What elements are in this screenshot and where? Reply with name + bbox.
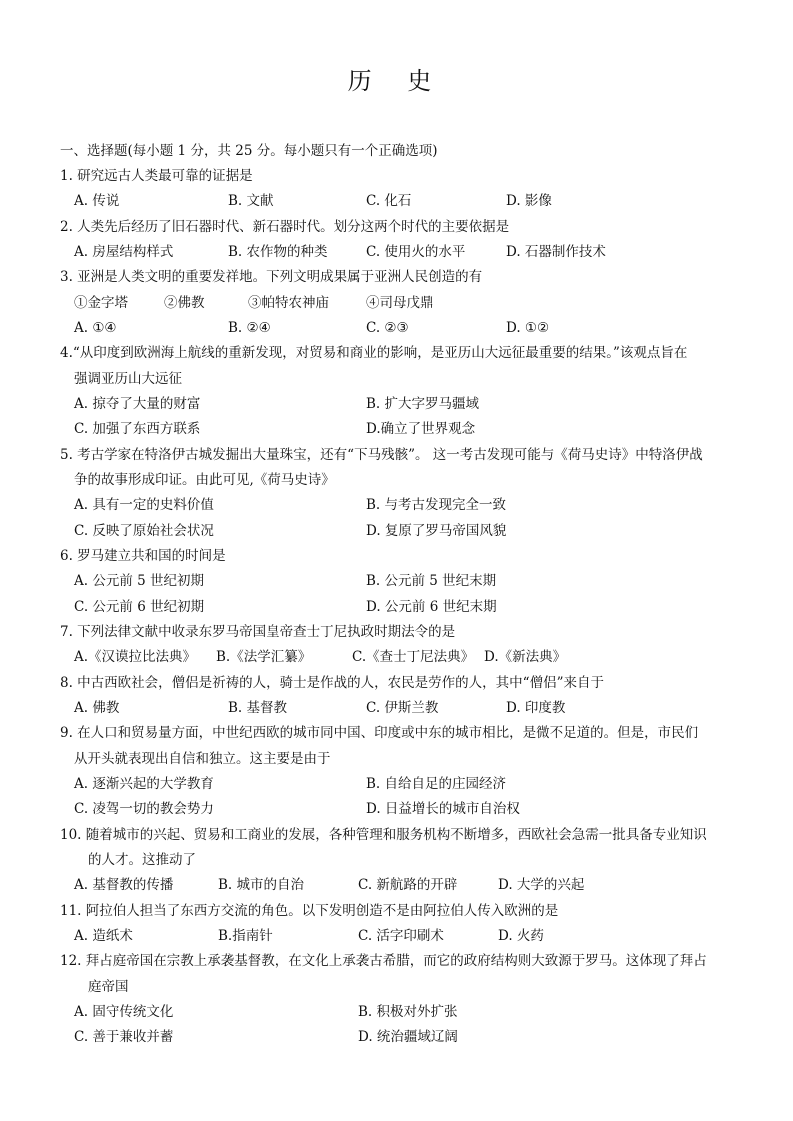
option-c: C. 化石 [366,193,412,209]
question-stem-continued: 强调亚历山大远征 [74,371,182,387]
question-stem: 1. 研究远古人类最可靠的证据是 [60,168,253,184]
option-b: B. 与考古发现完全一致 [366,497,507,513]
option-c: C. 活字印刷术 [358,928,444,944]
statement-3: ③帕特农神庙 [248,295,329,311]
option-a: A. 具有一定的史料价值 [74,497,214,513]
option-b: B. 扩大字罗马疆域 [366,396,480,412]
option-a: A. 佛教 [74,700,120,716]
option-b: B. 积极对外扩张 [358,1004,458,1020]
question-stem: 11. 阿拉伯人担当了东西方交流的角色。以下发明创造不是由阿拉伯人传入欧洲的是 [60,903,559,919]
option-d: D. 复原了罗马帝国风貌 [366,523,507,539]
question-stem: 6. 罗马建立共和国的时间是 [60,548,226,564]
question-stem: 7. 下列法律文献中收录东罗马帝国皇帝查士丁尼执政时期法令的是 [60,624,456,640]
question-stem: 12. 拜占庭帝国在宗教上承袭基督教，在文化上承袭古希腊，而它的政府结构则大致源于罗马。这体现了拜占 [60,953,707,969]
option-a: A. 公元前 5 世纪初期 [74,573,205,589]
option-c: C. 使用火的水平 [366,244,466,260]
question-stem-continued: 从开头就表现出自信和独立。这主要是由于 [74,751,331,767]
option-b: B.指南针 [218,928,273,944]
option-b: B. 自给自足的庄园经济 [366,776,507,792]
option-d: D. 日益增长的城市自治权 [366,801,520,817]
statement-1: ①金字塔 [74,295,128,311]
option-d: D. 统治疆域辽阔 [358,1029,458,1045]
option-d: D. 影像 [506,193,552,209]
option-c: C. 加强了东西方联系 [74,421,201,437]
option-c: C.《查士丁尼法典》 [352,649,475,665]
option-c: C. 公元前 6 世纪初期 [74,599,205,615]
question-stem-continued: 的人才。这推动了 [88,852,196,868]
option-b: B. 农作物的种类 [228,244,328,260]
option-d: D. 石器制作技术 [506,244,606,260]
page-title: 历 史 [347,67,446,95]
question-stem: 4.“从印度到欧洲海上航线的重新发现，对贸易和商业的影响，是亚历山大远征最重要的结果。”该观点旨在 [60,345,688,361]
option-c: C. 善于兼收并蓄 [74,1029,174,1045]
option-d: D. ①② [506,320,550,336]
question-stem: 2. 人类先后经历了旧石器时代、新石器时代。划分这两个时代的主要依据是 [60,219,510,235]
option-a: A. 逐渐兴起的大学教育 [74,776,214,792]
option-d: D.《新法典》 [484,649,567,665]
option-d: D. 火药 [498,928,544,944]
option-c: C. 凌驾一切的教会势力 [74,801,214,817]
option-b: B. 基督教 [228,700,288,716]
option-d: D. 大学的兴起 [498,877,585,893]
option-b: B.《法学汇纂》 [216,649,312,665]
question-stem: 5. 考古学家在特洛伊古城发掘出大量珠宝，还有“下马残骸”。 这一考古发现可能与《荷马史诗》中特洛伊战 [60,447,703,463]
option-a: A. 固守传统文化 [74,1004,174,1020]
option-a: A. 房屋结构样式 [74,244,174,260]
option-c: C. 新航路的开辟 [358,877,458,893]
question-stem-continued: 庭帝国 [88,979,129,995]
option-d: D.确立了世界观念 [366,421,476,437]
statement-4: ④司母戊鼎 [366,295,434,311]
question-stem-continued: 争的故事形成印证。由此可见,《荷马史诗》 [74,472,335,488]
option-a: A. 传说 [74,193,120,209]
question-stem: 3. 亚洲是人类文明的重要发祥地。下列文明成果属于亚洲人民创造的有 [60,269,483,285]
option-a: A.《汉谟拉比法典》 [74,649,197,665]
question-stem: 8. 中古西欧社会，僧侣是祈祷的人，骑士是作战的人，农民是劳作的人，其中“僧侣”来自于 [60,675,604,691]
option-b: B. ②④ [228,320,271,336]
option-b: B. 公元前 5 世纪末期 [366,573,497,589]
section-heading: 一、选择题(每小题 1 分，共 25 分。每小题只有一个正确选项) [60,143,438,159]
statement-2: ②佛教 [164,295,205,311]
option-c: C. 伊斯兰教 [366,700,439,716]
question-stem: 10. 随着城市的兴起、贸易和工商业的发展，各种管理和服务机构不断增多，西欧社会急需一批具备专业知识 [60,827,707,843]
option-b: B. 文献 [228,193,274,209]
option-a: A. ①④ [74,320,117,336]
option-a: A. 造纸术 [74,928,133,944]
option-a: A. 掠夺了大量的财富 [74,396,201,412]
option-b: B. 城市的自治 [218,877,305,893]
question-stem: 9. 在人口和贸易量方面，中世纪西欧的城市同中国、印度或中东的城市相比，是微不足道的。但是，市民们 [60,725,699,741]
option-d: D. 印度教 [506,700,566,716]
option-a: A. 基督教的传播 [74,877,174,893]
option-c: C. 反映了原始社会状况 [74,523,214,539]
option-c: C. ②③ [366,320,409,336]
option-d: D. 公元前 6 世纪末期 [366,599,497,615]
